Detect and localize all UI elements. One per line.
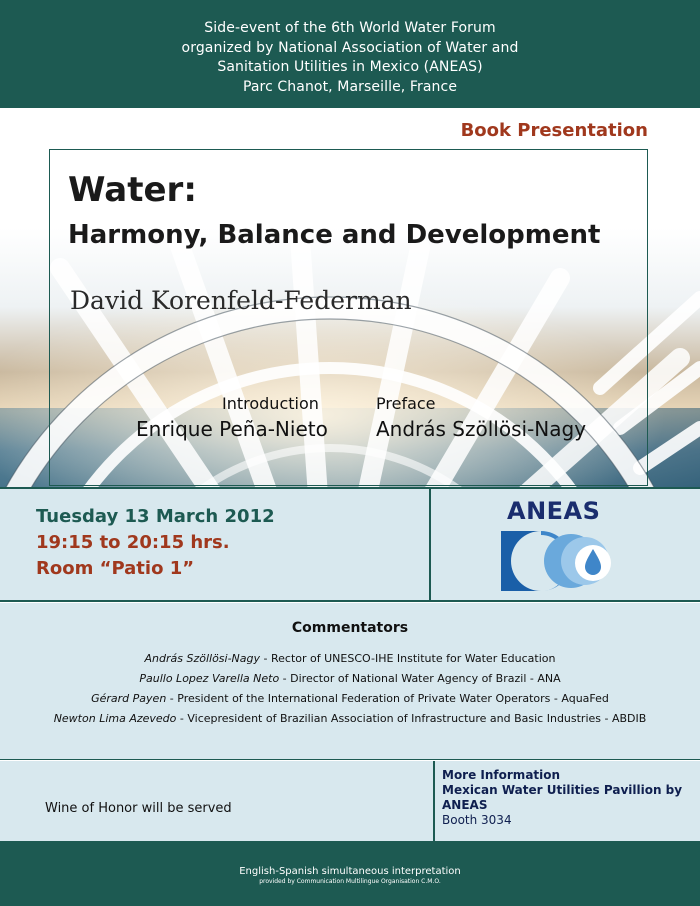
commentator-name: András Szöllösi-Nagy (144, 652, 261, 665)
list-item (0, 669, 700, 689)
commentator-name: Gérard Payen (91, 692, 167, 705)
commentators-list (0, 649, 700, 729)
aneas-logo-text: ANEAS (507, 497, 601, 525)
list-item (0, 649, 700, 669)
book-author: David Korenfeld-Federman (70, 286, 412, 315)
divider (429, 489, 431, 600)
event-details-band (0, 487, 700, 602)
wine-notice: Wine of Honor will be served (45, 801, 232, 816)
book-title-main: Water: (68, 170, 197, 210)
event-room: Room “Patio 1” (36, 558, 195, 579)
list-item (0, 709, 700, 729)
more-info-line-1: Mexican Water Utilities Pavillion by (442, 783, 683, 797)
event-time: 19:15 to 20:15 hrs. (36, 532, 230, 553)
commentators-band (0, 603, 700, 760)
commentators-title: Commentators (291, 620, 409, 636)
commentator-role: - President of the International Federation of Private Water Operators - AquaFed (166, 692, 609, 705)
booth-number: Booth 3034 (442, 813, 512, 827)
commentator-role: - Rector of UNESCO-IHE Institute for Water Education (260, 652, 556, 665)
introduction-label: Introduction (222, 394, 319, 413)
book-subtitle: Harmony, Balance and Development (68, 220, 601, 250)
more-info-title: More Information (442, 768, 561, 782)
interpretation-notice: English-Spanish simultaneous interpretation (239, 866, 461, 877)
commentator-name: Newton Lima Azevedo (53, 712, 177, 725)
introduction-author: Enrique Peña-Nieto (136, 417, 328, 441)
preface-label: Preface (376, 394, 436, 413)
commentator-role: - Vicepresident of Brazilian Association of Infrastructure and Basic Industries - ABDIB (176, 712, 647, 725)
book-presentation-label: Book Presentation (460, 120, 648, 141)
preface-author: András Szöllösi-Nagy (376, 417, 587, 441)
more-info-line-2: ANEAS (442, 798, 488, 812)
more-information (442, 768, 692, 828)
header-line-4: Parc Chanot, Marseille, France (242, 78, 458, 95)
list-item (0, 689, 700, 709)
header-line-2: organized by National Association of Water and (181, 39, 519, 56)
header-line-1: Side-event of the 6th World Water Forum (204, 20, 496, 36)
header-banner (0, 0, 700, 108)
divider (433, 761, 435, 841)
info-band (0, 761, 700, 841)
interpretation-provider: provided by Communication Multilingue Organisation C.M.O. (259, 878, 441, 885)
event-date: Tuesday 13 March 2012 (36, 506, 275, 527)
footer-banner (0, 841, 700, 906)
commentator-name: Paullo Lopez Varella Neto (139, 672, 280, 685)
header-line-3: Sanitation Utilities in Mexico (ANEAS) (217, 59, 483, 75)
commentator-role: - Director of National Water Agency of Brazil - ANA (279, 672, 561, 685)
aneas-logo (497, 497, 617, 593)
